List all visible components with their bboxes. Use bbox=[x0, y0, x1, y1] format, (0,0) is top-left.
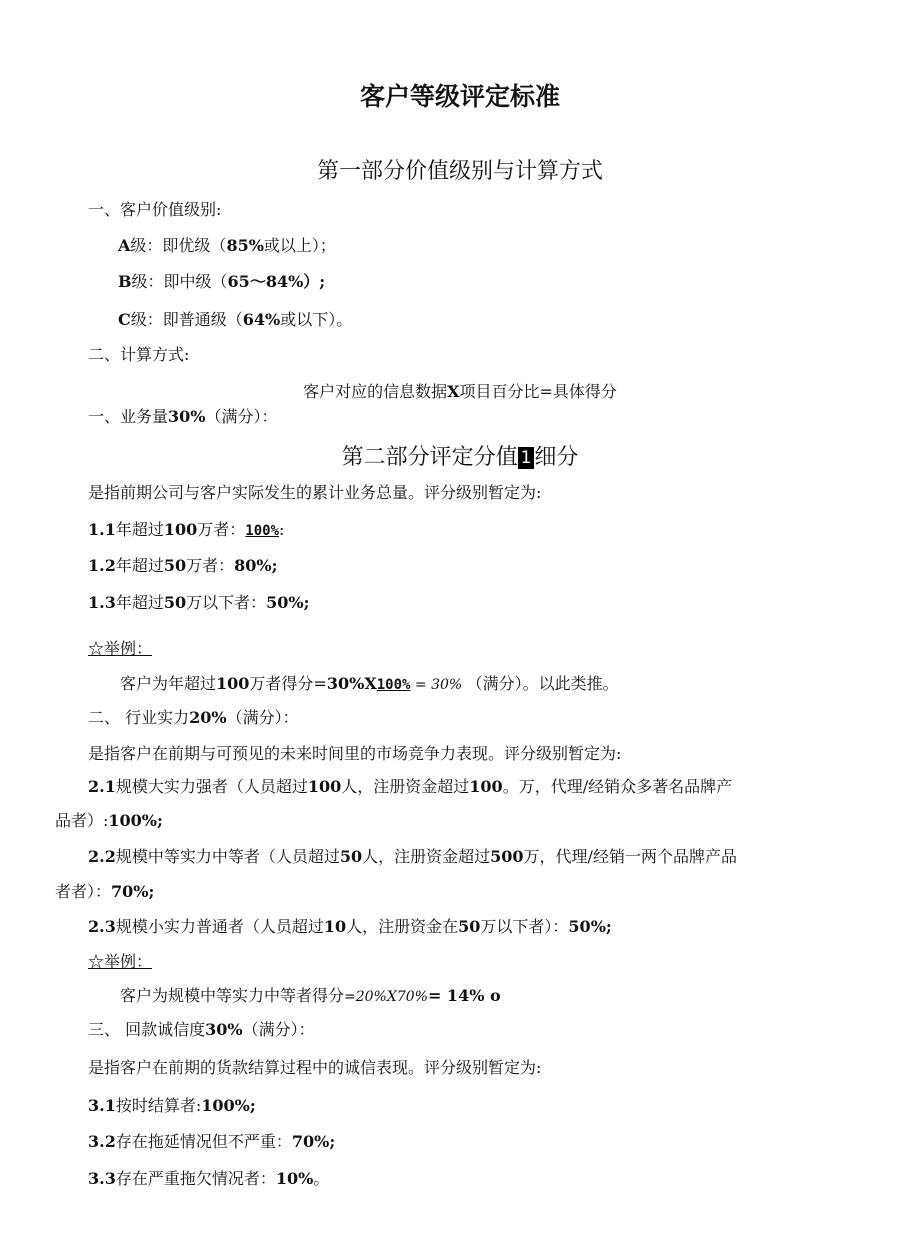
industry-item-1-cont: 品者）:100%; bbox=[55, 811, 163, 830]
payment-item-3: 3.3存在严重拖欠情况者：10%。 bbox=[88, 1169, 330, 1188]
industry-item-2-cont: 者者）：70%; bbox=[55, 882, 155, 901]
example-label-1: ☆举例： bbox=[88, 639, 153, 658]
business-heading: 一、业务量30%（满分）： bbox=[88, 407, 278, 426]
level-c: C级：即普通级（64%或以下）。 bbox=[118, 310, 353, 329]
sec2-heading: 二、计算方式: bbox=[88, 345, 190, 364]
industry-heading: 二、 行业实力20%（满分）： bbox=[88, 708, 299, 727]
part2-title: 第二部分评定分值 1 细分 bbox=[341, 445, 579, 470]
document-title: 客户等级评定标准 bbox=[359, 82, 560, 111]
payment-item-2: 3.2存在拖延情况但不严重：70%; bbox=[88, 1132, 336, 1151]
level-a: A级：即优级（85%或以上）； bbox=[118, 236, 336, 255]
business-item-2: 1.2年超过50万者：80%; bbox=[88, 556, 278, 575]
industry-description: 是指客户在前期与可预见的未来时间里的市场竞争力表现。评分级别暂定为: bbox=[88, 744, 622, 763]
business-item-1: 1.1年超过100万者：100%: bbox=[88, 520, 285, 539]
part1-title: 第一部分价值级别与计算方式 bbox=[316, 159, 603, 184]
industry-item-1: 2.1规模大实力强者（人员超过100人，注册资金超过100。万，代理/经销众多著名品牌产 bbox=[88, 777, 733, 796]
payment-item-1: 3.1按时结算者:100%; bbox=[88, 1096, 256, 1115]
payment-description: 是指客户在前期的货款结算过程中的诚信表现。评分级别暂定为: bbox=[88, 1058, 542, 1077]
page-marker-badge: 1 bbox=[518, 447, 535, 469]
business-description: 是指前期公司与客户实际发生的累计业务总量。评分级别暂定为: bbox=[88, 483, 542, 502]
example-label-2: ☆举例： bbox=[88, 952, 153, 971]
business-item-3: 1.3年超过50万以下者：50%; bbox=[88, 593, 310, 612]
business-example: 客户为年超过100万者得分=30%X100% = 30% （满分）。以此类推。 bbox=[120, 674, 619, 693]
level-b: B级：即中级（65〜84%）; bbox=[118, 272, 326, 291]
industry-item-3: 2.3规模小实力普通者（人员超过10人，注册资金在50万以下者）：50%; bbox=[88, 917, 612, 936]
sec1-heading: 一、客户价值级别: bbox=[88, 200, 222, 219]
formula-line: 客户对应的信息数据X项目百分比=具体得分 bbox=[303, 382, 617, 401]
payment-heading: 三、 回款诚信度30%（满分）： bbox=[88, 1020, 315, 1039]
industry-item-2: 2.2规模中等实力中等者（人员超过50人，注册资金超过500万，代理/经销一两个品牌产品 bbox=[88, 847, 737, 866]
industry-example: 客户为规模中等实力中等者得分=20%X70%= 14% o bbox=[120, 986, 501, 1005]
